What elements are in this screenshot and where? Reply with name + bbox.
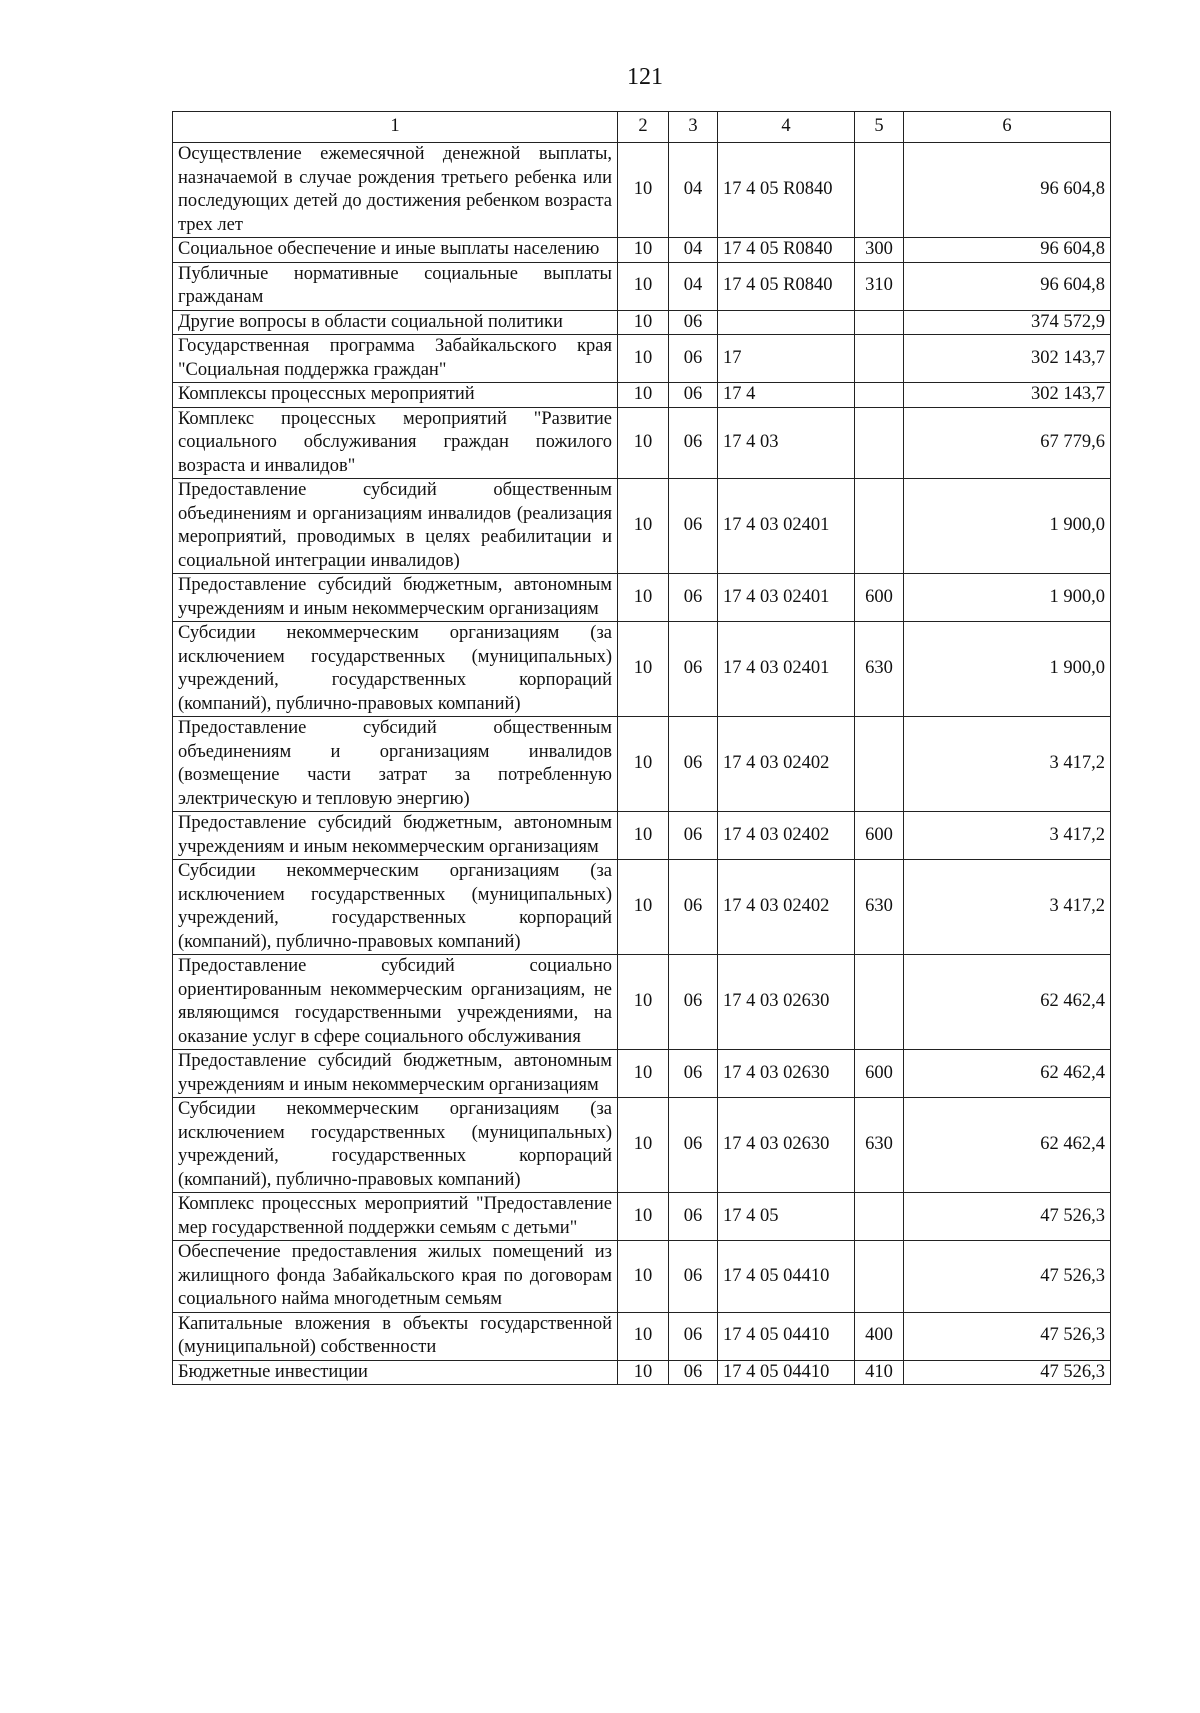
row-subsection: 06 — [669, 574, 718, 622]
table-row — [173, 717, 1111, 812]
row-expense-type — [855, 407, 904, 479]
row-subsection: 06 — [669, 622, 718, 717]
row-name: Комплексы процессных мероприятий — [173, 383, 618, 408]
row-name: Другие вопросы в области социальной политики — [173, 310, 618, 335]
page-number: 121 — [627, 64, 663, 90]
row-target-code: 17 4 05 R0840 — [718, 143, 855, 238]
row-subsection: 06 — [669, 335, 718, 383]
row-name: Бюджетные инвестиции — [173, 1360, 618, 1385]
row-amount: 67 779,6 — [904, 407, 1111, 479]
row-target-code: 17 4 03 02630 — [718, 955, 855, 1050]
row-name: Предоставление субсидий социально ориентированным некоммерческим организациям, не являющимся государственными учреждениями, на оказание услуг в сфере социального обслуживания — [173, 955, 618, 1050]
row-expense-type: 300 — [855, 238, 904, 263]
table-row — [173, 622, 1111, 717]
row-target-code: 17 4 05 — [718, 1193, 855, 1241]
row-expense-type: 600 — [855, 1050, 904, 1098]
row-name: Капитальные вложения в объекты государственной (муниципальной) собственности — [173, 1312, 618, 1360]
row-subsection: 06 — [669, 1360, 718, 1385]
row-section: 10 — [618, 383, 669, 408]
row-amount: 62 462,4 — [904, 1098, 1111, 1193]
row-subsection: 04 — [669, 262, 718, 310]
table-row — [173, 1312, 1111, 1360]
table-row — [173, 1360, 1111, 1385]
table-row — [173, 860, 1111, 955]
row-name: Субсидии некоммерческим организациям (за исключением государственных (муниципальных) учреждений, государственных корпораций (компаний), публично-правовых компаний) — [173, 860, 618, 955]
row-target-code: 17 4 03 02402 — [718, 860, 855, 955]
row-section: 10 — [618, 479, 669, 574]
row-amount: 1 900,0 — [904, 622, 1111, 717]
row-section: 10 — [618, 310, 669, 335]
row-target-code: 17 4 05 R0840 — [718, 262, 855, 310]
row-section: 10 — [618, 1360, 669, 1385]
row-expense-type: 630 — [855, 1098, 904, 1193]
row-subsection: 06 — [669, 860, 718, 955]
row-name: Субсидии некоммерческим организациям (за исключением государственных (муниципальных) учреждений, государственных корпораций (компаний), публично-правовых компаний) — [173, 622, 618, 717]
row-target-code — [718, 310, 855, 335]
row-target-code: 17 4 03 02402 — [718, 812, 855, 860]
table-row — [173, 812, 1111, 860]
row-amount: 47 526,3 — [904, 1360, 1111, 1385]
row-section: 10 — [618, 1050, 669, 1098]
row-section: 10 — [618, 574, 669, 622]
row-section: 10 — [618, 262, 669, 310]
table-row — [173, 238, 1111, 263]
row-target-code: 17 4 — [718, 383, 855, 408]
row-subsection: 06 — [669, 1241, 718, 1313]
row-amount: 374 572,9 — [904, 310, 1111, 335]
row-amount: 302 143,7 — [904, 383, 1111, 408]
header-col-3: 3 — [669, 112, 718, 143]
row-section: 10 — [618, 860, 669, 955]
row-amount: 3 417,2 — [904, 717, 1111, 812]
row-target-code: 17 4 03 — [718, 407, 855, 479]
row-name: Предоставление субсидий бюджетным, автономным учреждениям и иным некоммерческим организациям — [173, 1050, 618, 1098]
row-name: Осуществление ежемесячной денежной выплаты, назначаемой в случае рождения третьего ребенка или последующих детей до достижения ребенком возраста трех лет — [173, 143, 618, 238]
header-col-1: 1 — [173, 112, 618, 143]
row-expense-type: 400 — [855, 1312, 904, 1360]
row-amount: 96 604,8 — [904, 143, 1111, 238]
row-amount: 62 462,4 — [904, 1050, 1111, 1098]
row-subsection: 06 — [669, 407, 718, 479]
row-section: 10 — [618, 717, 669, 812]
row-name: Обеспечение предоставления жилых помещений из жилищного фонда Забайкальского края по договорам социального найма многодетным семьям — [173, 1241, 618, 1313]
row-subsection: 04 — [669, 143, 718, 238]
row-subsection: 06 — [669, 310, 718, 335]
row-target-code: 17 4 05 04410 — [718, 1360, 855, 1385]
row-amount: 96 604,8 — [904, 238, 1111, 263]
row-target-code: 17 4 03 02630 — [718, 1050, 855, 1098]
table-row — [173, 383, 1111, 408]
row-section: 10 — [618, 143, 669, 238]
header-col-6: 6 — [904, 112, 1111, 143]
row-section: 10 — [618, 407, 669, 479]
row-amount: 1 900,0 — [904, 574, 1111, 622]
row-target-code: 17 4 05 04410 — [718, 1241, 855, 1313]
row-name: Государственная программа Забайкальского края "Социальная поддержка граждан" — [173, 335, 618, 383]
row-target-code: 17 4 03 02401 — [718, 622, 855, 717]
row-subsection: 06 — [669, 383, 718, 408]
table-row — [173, 1050, 1111, 1098]
row-target-code: 17 4 05 04410 — [718, 1312, 855, 1360]
row-subsection: 06 — [669, 1193, 718, 1241]
table-row — [173, 1193, 1111, 1241]
row-subsection: 06 — [669, 955, 718, 1050]
row-section: 10 — [618, 622, 669, 717]
row-amount: 62 462,4 — [904, 955, 1111, 1050]
row-amount: 3 417,2 — [904, 812, 1111, 860]
row-name: Публичные нормативные социальные выплаты гражданам — [173, 262, 618, 310]
table-row — [173, 574, 1111, 622]
table-row — [173, 1241, 1111, 1313]
table-row — [173, 143, 1111, 238]
row-section: 10 — [618, 1098, 669, 1193]
table-row — [173, 479, 1111, 574]
table-row — [173, 335, 1111, 383]
row-expense-type — [855, 335, 904, 383]
header-col-5: 5 — [855, 112, 904, 143]
row-expense-type — [855, 383, 904, 408]
row-amount: 302 143,7 — [904, 335, 1111, 383]
row-expense-type: 630 — [855, 860, 904, 955]
row-name: Предоставление субсидий общественным объединениям и организациям инвалидов (реализация мероприятий, проводимых в целях реабилитации и социальной интеграции инвалидов) — [173, 479, 618, 574]
header-col-2: 2 — [618, 112, 669, 143]
row-target-code: 17 4 03 02630 — [718, 1098, 855, 1193]
row-expense-type — [855, 1241, 904, 1313]
budget-table — [172, 111, 1111, 1385]
table-row — [173, 407, 1111, 479]
row-amount: 47 526,3 — [904, 1193, 1111, 1241]
row-name: Комплекс процессных мероприятий "Развитие социального обслуживания граждан пожилого возраста и инвалидов" — [173, 407, 618, 479]
row-name: Предоставление субсидий бюджетным, автономным учреждениям и иным некоммерческим организациям — [173, 812, 618, 860]
row-amount: 47 526,3 — [904, 1241, 1111, 1313]
row-expense-type: 630 — [855, 622, 904, 717]
row-subsection: 06 — [669, 1312, 718, 1360]
row-amount: 3 417,2 — [904, 860, 1111, 955]
table-row — [173, 1098, 1111, 1193]
row-section: 10 — [618, 1312, 669, 1360]
row-target-code: 17 — [718, 335, 855, 383]
row-target-code: 17 4 05 R0840 — [718, 238, 855, 263]
header-col-4: 4 — [718, 112, 855, 143]
row-expense-type — [855, 143, 904, 238]
row-subsection: 06 — [669, 1098, 718, 1193]
table-row — [173, 955, 1111, 1050]
row-expense-type — [855, 479, 904, 574]
row-expense-type — [855, 955, 904, 1050]
row-subsection: 06 — [669, 717, 718, 812]
row-name: Социальное обеспечение и иные выплаты населению — [173, 238, 618, 263]
row-target-code: 17 4 03 02401 — [718, 479, 855, 574]
row-expense-type: 600 — [855, 574, 904, 622]
header-row — [173, 112, 1111, 143]
row-expense-type: 310 — [855, 262, 904, 310]
row-section: 10 — [618, 238, 669, 263]
row-section: 10 — [618, 1193, 669, 1241]
row-subsection: 06 — [669, 812, 718, 860]
row-expense-type — [855, 1193, 904, 1241]
row-expense-type — [855, 717, 904, 812]
row-name: Предоставление субсидий общественным объединениям и организациям инвалидов (возмещение части затрат за потребленную электрическую и тепловую энергию) — [173, 717, 618, 812]
row-section: 10 — [618, 1241, 669, 1313]
row-subsection: 06 — [669, 1050, 718, 1098]
row-target-code: 17 4 03 02401 — [718, 574, 855, 622]
row-amount: 96 604,8 — [904, 262, 1111, 310]
row-amount: 47 526,3 — [904, 1312, 1111, 1360]
row-section: 10 — [618, 335, 669, 383]
row-name: Предоставление субсидий бюджетным, автономным учреждениям и иным некоммерческим организациям — [173, 574, 618, 622]
row-subsection: 06 — [669, 479, 718, 574]
table-row — [173, 262, 1111, 310]
row-name: Субсидии некоммерческим организациям (за исключением государственных (муниципальных) учреждений, государственных корпораций (компаний), публично-правовых компаний) — [173, 1098, 618, 1193]
row-expense-type: 410 — [855, 1360, 904, 1385]
table-row — [173, 310, 1111, 335]
row-expense-type: 600 — [855, 812, 904, 860]
row-section: 10 — [618, 812, 669, 860]
row-subsection: 04 — [669, 238, 718, 263]
row-expense-type — [855, 310, 904, 335]
row-section: 10 — [618, 955, 669, 1050]
row-name: Комплекс процессных мероприятий "Предоставление мер государственной поддержки семьям с детьми" — [173, 1193, 618, 1241]
row-amount: 1 900,0 — [904, 479, 1111, 574]
row-target-code: 17 4 03 02402 — [718, 717, 855, 812]
